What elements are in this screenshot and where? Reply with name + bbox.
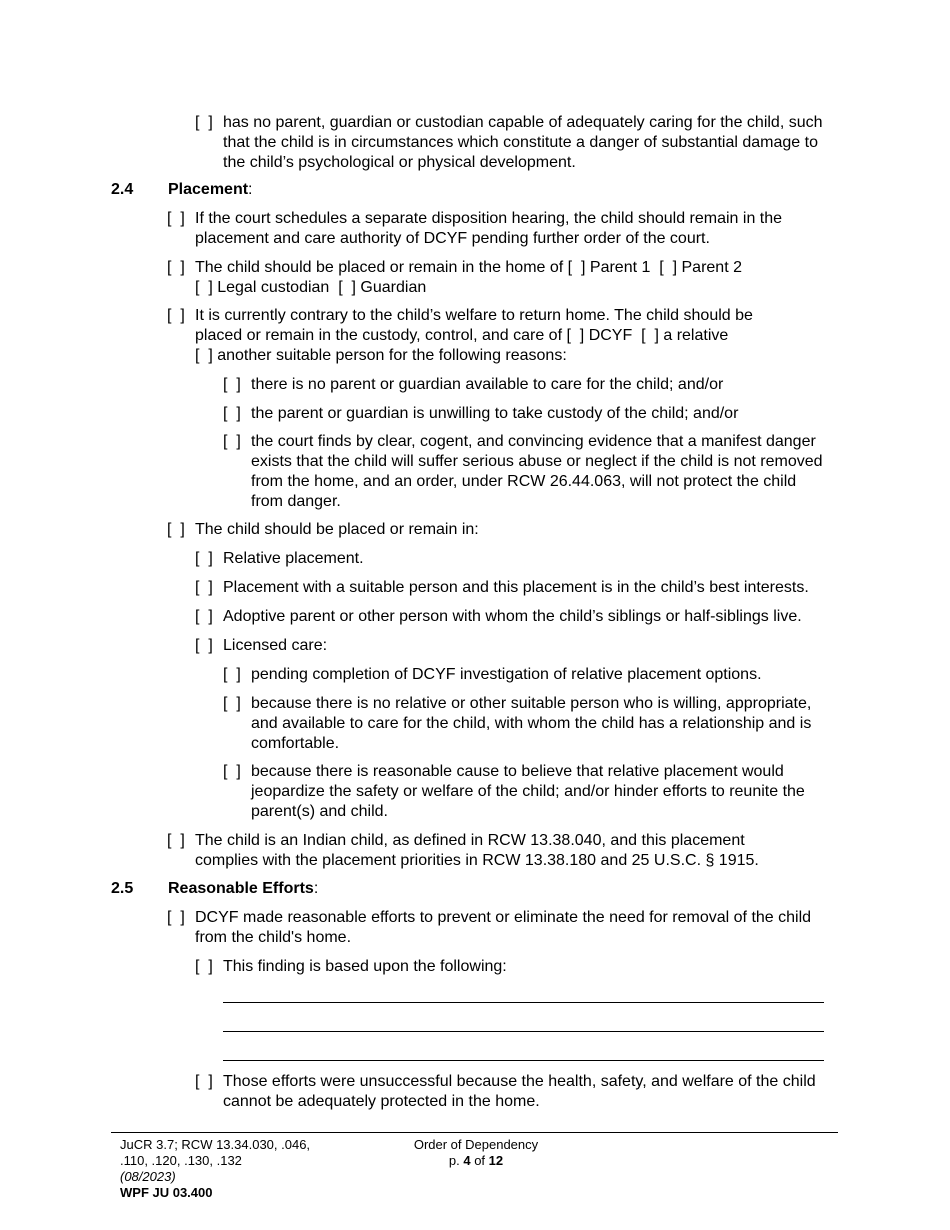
item-text-line3: [ ] another suitable person for the following reasons:: [195, 347, 567, 364]
item-text-line1: The child should be placed or remain in the home of [ ] Parent 1 [ ] Parent 2: [195, 259, 742, 276]
checkbox-item-licensed-care: [195, 636, 855, 656]
checkbox-item-disposition: [167, 209, 839, 249]
checkbox-item-adoptive-parent: [195, 607, 855, 627]
form-id: WPF JU 03.400: [120, 1185, 213, 1200]
page-current: 4: [463, 1153, 471, 1168]
checkbox-item-dcyf-efforts: [167, 908, 842, 948]
checkbox[interactable]: [ ]: [195, 550, 213, 567]
checkbox-item-relative-placement: [195, 549, 855, 569]
checkbox-item-no-parent: [195, 113, 835, 173]
form-date: (08/2023): [120, 1169, 176, 1184]
item-text: Adoptive parent or other person with whom the child’s siblings or half-siblings live.: [223, 608, 802, 625]
checkbox-item-finding-basis: [195, 957, 835, 977]
checkbox-item-placed-in: [167, 520, 839, 540]
item-text: pending completion of DCYF investigation of relative placement options.: [251, 666, 762, 683]
item-text: the court finds by clear, cogent, and convincing evidence that a manifest danger exists that the child will suffer serious abuse or neglect if the child is not removed from the home, and an order, under RCW 26.44.063, will not protect the child from danger.: [251, 433, 823, 510]
fill-in-line-2[interactable]: [223, 1031, 824, 1032]
section-number-2-5: 2.5: [111, 880, 134, 897]
fill-in-line-3[interactable]: [223, 1060, 824, 1061]
checkbox[interactable]: [ ]: [195, 637, 213, 654]
checkbox[interactable]: [ ]: [167, 521, 185, 538]
item-text: there is no parent or guardian available to care for the child; and/or: [251, 376, 724, 393]
checkbox[interactable]: [ ]: [223, 376, 241, 393]
fill-in-line-1[interactable]: [223, 1002, 824, 1003]
doc-title: Order of Dependency: [413, 1137, 539, 1152]
section-title: Placement: [168, 181, 249, 198]
footer-title-block: [396, 1137, 556, 1169]
item-text: The child should be placed or remain in:: [195, 521, 479, 538]
item-text: the parent or guardian is unwilling to take custody of the child; and/or: [251, 405, 739, 422]
item-text: Relative placement.: [223, 550, 364, 567]
checkbox[interactable]: [ ]: [195, 579, 213, 596]
page-of: of: [474, 1153, 486, 1168]
checkbox[interactable]: [ ]: [223, 763, 241, 780]
checkbox-item-reasonable-cause: [223, 762, 828, 822]
checkbox[interactable]: [ ]: [223, 405, 241, 422]
checkbox-item-suitable-person: [195, 578, 855, 598]
item-text: DCYF made reasonable efforts to prevent or eliminate the need for removal of the child from the child's home.: [195, 909, 812, 946]
item-text: The child is an Indian child, as defined in RCW 13.38.040, and this placement complies with the placement priorities in RCW 13.38.180 and 25 U.S.C. § 1915.: [195, 832, 759, 869]
checkbox-item-unwilling: [223, 404, 823, 424]
page-number: [396, 1153, 556, 1169]
section-heading-reasonable-efforts: [168, 879, 318, 899]
page-prefix: p.: [448, 1153, 460, 1168]
citation-line1: JuCR 3.7; RCW 13.34.030, .046,: [120, 1137, 311, 1152]
page-total: 12: [488, 1153, 504, 1168]
checkbox[interactable]: [ ]: [167, 909, 185, 926]
checkbox[interactable]: [ ]: [195, 1073, 213, 1090]
citation-line2: .110, .120, .130, .132: [120, 1153, 242, 1168]
checkbox[interactable]: [ ]: [167, 832, 185, 849]
heading-colon: :: [248, 181, 253, 198]
item-text-line1: It is currently contrary to the child’s welfare to return home. The child should be: [195, 307, 753, 324]
section-heading-placement: [168, 180, 253, 200]
checkbox-item-indian-child: [167, 831, 807, 871]
checkbox[interactable]: [ ]: [195, 608, 213, 625]
checkbox-item-no-relative: [223, 694, 813, 754]
item-text-line2: placed or remain in the custody, control, and care of [ ] DCYF [ ] a relative: [195, 327, 729, 344]
checkbox-item-no-parent-available: [223, 375, 823, 395]
section-title: Reasonable Efforts: [168, 880, 314, 897]
item-text: because there is reasonable cause to believe that relative placement would jeopardize the safety or welfare of the child; and/or hinder efforts to reunite the parent(s) and child.: [251, 763, 805, 820]
checkbox[interactable]: [ ]: [167, 307, 185, 324]
item-text: Licensed care:: [223, 637, 328, 654]
item-text: because there is no relative or other suitable person who is willing, appropriate, and available to care for the child, with whom the child has a relationship and is comfortable.: [251, 695, 812, 752]
checkbox[interactable]: [ ]: [167, 210, 185, 227]
checkbox[interactable]: [ ]: [223, 433, 241, 450]
footer-citation: [120, 1137, 310, 1201]
item-text: This finding is based upon the following:: [223, 958, 507, 975]
checkbox-item-pending-investigation: [223, 665, 823, 685]
checkbox[interactable]: [ ]: [195, 114, 213, 131]
section-number-2-4: 2.4: [111, 181, 134, 198]
item-text: Those efforts were unsuccessful because the health, safety, and welfare of the child cannot be adequately protected in the home.: [223, 1073, 816, 1110]
checkbox-item-contrary-to-welfare: [167, 306, 839, 366]
item-text-line2: [ ] Legal custodian [ ] Guardian: [195, 279, 427, 296]
item-text: Placement with a suitable person and this placement is in the child’s best interests.: [223, 579, 809, 596]
footer-rule: [111, 1132, 838, 1133]
checkbox[interactable]: [ ]: [223, 666, 241, 683]
checkbox-item-manifest-danger: [223, 432, 828, 512]
checkbox[interactable]: [ ]: [223, 695, 241, 712]
heading-colon: :: [313, 880, 319, 897]
checkbox-item-home-placement: [167, 258, 839, 298]
checkbox[interactable]: [ ]: [195, 958, 213, 975]
checkbox-item-unsuccessful: [195, 1072, 843, 1112]
item-text: If the court schedules a separate disposition hearing, the child should remain in the placement and care authority of DCYF pending further order of the court.: [195, 210, 783, 247]
checkbox[interactable]: [ ]: [167, 259, 185, 276]
item-text: has no parent, guardian or custodian capable of adequately caring for the child, such that the child is in circumstances which constitute a danger of substantial damage to the child’s psychological or physical development.: [223, 114, 823, 171]
